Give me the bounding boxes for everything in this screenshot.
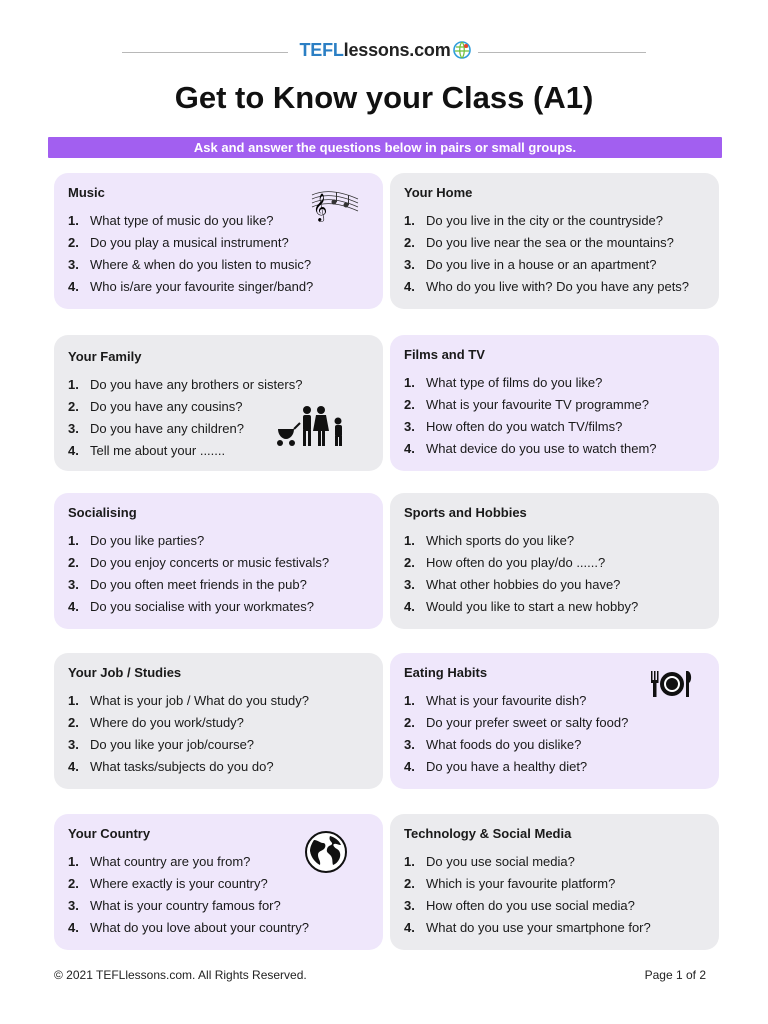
brand-logo	[292, 40, 478, 64]
question-text: Do you like parties?	[90, 533, 205, 548]
question-number: 1.	[404, 213, 415, 228]
question-number: 1.	[404, 375, 415, 390]
question-number: 2.	[68, 235, 79, 250]
question-text: Where & when do you listen to music?	[90, 257, 312, 272]
section-your-home	[390, 173, 719, 309]
question-text: What is your job / What do you study?	[90, 693, 309, 708]
question-text: What foods do you dislike?	[426, 737, 582, 752]
brand-divider-left	[122, 52, 288, 53]
question-number: 2.	[68, 555, 79, 570]
question-number: 4.	[68, 443, 79, 458]
question-item	[404, 574, 705, 596]
question-number: 3.	[68, 421, 79, 436]
question-text: Do you play a musical instrument?	[90, 235, 289, 250]
question-item	[404, 895, 705, 917]
question-text: Do you often meet friends in the pub?	[90, 577, 307, 592]
question-item	[404, 873, 705, 895]
question-text: What country are you from?	[90, 854, 251, 869]
question-item	[68, 895, 369, 917]
question-text: What is your country famous for?	[90, 898, 281, 913]
question-number: 4.	[404, 759, 415, 774]
brand-header	[122, 40, 646, 66]
question-number: 3.	[68, 898, 79, 913]
question-item	[68, 734, 369, 756]
svg-text:𝄞: 𝄞	[313, 193, 328, 221]
question-number: 2.	[68, 715, 79, 730]
section-heading: Your Family	[68, 349, 142, 364]
section-heading: Socialising	[68, 505, 137, 520]
question-number: 3.	[404, 898, 415, 913]
question-number: 4.	[68, 599, 79, 614]
question-item	[68, 254, 369, 276]
question-text: Where do you work/study?	[90, 715, 244, 730]
question-text: What do you love about your country?	[90, 920, 309, 935]
question-text: Do your prefer sweet or salty food?	[426, 715, 629, 730]
question-item	[68, 917, 369, 939]
earth-globe-icon	[304, 830, 348, 879]
section-your-job-studies	[54, 653, 383, 789]
question-item	[404, 276, 705, 298]
question-number: 4.	[68, 279, 79, 294]
question-item	[404, 712, 705, 734]
section-eating-habits	[390, 653, 719, 789]
brand-divider-right	[478, 52, 646, 53]
question-number: 2.	[404, 397, 415, 412]
question-text: Do you enjoy concerts or music festivals?	[90, 555, 330, 570]
question-text: Do you have any cousins?	[90, 399, 243, 414]
section-technology-social-media	[390, 814, 719, 950]
section-socialising	[54, 493, 383, 629]
question-number: 1.	[68, 693, 79, 708]
section-heading: Your Home	[404, 185, 473, 200]
question-number: 1.	[404, 693, 415, 708]
section-heading: Your Country	[68, 826, 151, 841]
question-text: Do you use social media?	[426, 854, 575, 869]
question-item	[404, 394, 705, 416]
question-text: What other hobbies do you have?	[426, 577, 621, 592]
question-text: Where exactly is your country?	[90, 876, 268, 891]
footer-page-number: Page 1 of 2	[644, 968, 706, 982]
question-number: 3.	[404, 257, 415, 272]
question-text: Do you have any brothers or sisters?	[90, 377, 303, 392]
question-item	[404, 734, 705, 756]
family-icon	[274, 405, 350, 454]
question-item	[404, 917, 705, 939]
section-films-and-tv	[390, 335, 719, 471]
question-text: What device do you use to watch them?	[426, 441, 657, 456]
question-number: 1.	[68, 854, 79, 869]
question-text: How often do you use social media?	[426, 898, 635, 913]
question-item	[404, 530, 705, 552]
question-text: Do you like your job/course?	[90, 737, 255, 752]
question-text: Which sports do you like?	[426, 533, 575, 548]
question-text: Which is your favourite platform?	[426, 876, 616, 891]
section-your-country	[54, 814, 383, 950]
question-item	[68, 530, 369, 552]
footer-copyright: © 2021 TEFLlessons.com. All Rights Reserved.	[54, 968, 307, 982]
question-number: 2.	[404, 235, 415, 250]
question-text: What do you use your smartphone for?	[426, 920, 651, 935]
plate-cutlery-icon	[648, 669, 696, 704]
question-number: 3.	[404, 419, 415, 434]
question-number: 3.	[404, 737, 415, 752]
question-number: 2.	[68, 399, 79, 414]
question-number: 3.	[404, 577, 415, 592]
section-music	[54, 173, 383, 309]
instructions-banner: Ask and answer the questions below in pairs or small groups.	[48, 137, 722, 158]
question-text: Do you live in a house or an apartment?	[426, 257, 657, 272]
question-number: 1.	[404, 854, 415, 869]
question-item	[404, 372, 705, 394]
question-text: How often do you watch TV/films?	[426, 419, 623, 434]
question-item	[404, 552, 705, 574]
question-item	[404, 851, 705, 873]
question-number: 2.	[404, 876, 415, 891]
section-heading: Music	[68, 185, 105, 200]
question-number: 4.	[404, 599, 415, 614]
brand-logo-tefl: TEFL	[299, 40, 344, 60]
question-item	[68, 712, 369, 734]
question-item	[404, 596, 705, 618]
question-text: Do you have a healthy diet?	[426, 759, 588, 774]
section-heading: Sports and Hobbies	[404, 505, 527, 520]
question-number: 4.	[404, 441, 415, 456]
section-heading: Technology & Social Media	[404, 826, 572, 841]
question-number: 2.	[68, 876, 79, 891]
music-notes-icon	[310, 187, 360, 228]
question-item	[68, 690, 369, 712]
question-text: Do you socialise with your workmates?	[90, 599, 314, 614]
question-text: What type of music do you like?	[90, 213, 274, 228]
question-item	[404, 756, 705, 778]
question-number: 1.	[68, 533, 79, 548]
section-your-family	[54, 335, 383, 471]
question-text: Would you like to start a new hobby?	[426, 599, 639, 614]
question-text: Do you live in the city or the countryside?	[426, 213, 664, 228]
question-text: Do you live near the sea or the mountains?	[426, 235, 674, 250]
question-number: 4.	[404, 920, 415, 935]
question-number: 2.	[404, 715, 415, 730]
question-text: How often do you play/do ......?	[426, 555, 606, 570]
question-item	[404, 438, 705, 460]
question-item	[404, 254, 705, 276]
question-item	[404, 210, 705, 232]
question-item	[68, 596, 369, 618]
question-number: 3.	[68, 257, 79, 272]
section-heading: Your Job / Studies	[68, 665, 182, 680]
question-text: Tell me about your .......	[90, 443, 226, 458]
page-title: Get to Know your Class (A1)	[174, 80, 594, 115]
question-number: 1.	[404, 533, 415, 548]
question-text: What is your favourite TV programme?	[426, 397, 650, 412]
question-item	[68, 574, 369, 596]
section-heading: Eating Habits	[404, 665, 488, 680]
question-text: Do you have any children?	[90, 421, 244, 436]
question-number: 3.	[68, 737, 79, 752]
question-number: 1.	[68, 377, 79, 392]
question-item	[404, 416, 705, 438]
question-item	[68, 756, 369, 778]
question-item	[68, 374, 369, 396]
question-text: What is your favourite dish?	[426, 693, 587, 708]
question-item	[404, 232, 705, 254]
question-text: What type of films do you like?	[426, 375, 603, 390]
section-sports-and-hobbies	[390, 493, 719, 629]
question-text: Who is/are your favourite singer/band?	[90, 279, 314, 294]
question-number: 3.	[68, 577, 79, 592]
globe-icon	[453, 41, 471, 64]
question-item	[68, 276, 369, 298]
question-item	[68, 552, 369, 574]
question-number: 4.	[404, 279, 415, 294]
question-item	[68, 232, 369, 254]
question-number: 4.	[68, 920, 79, 935]
section-heading: Films and TV	[404, 347, 485, 362]
question-text: Who do you live with? Do you have any pets?	[426, 279, 690, 294]
question-number: 1.	[68, 213, 79, 228]
question-number: 4.	[68, 759, 79, 774]
question-number: 2.	[404, 555, 415, 570]
brand-logo-lessons: lessons.com	[343, 40, 451, 60]
question-text: What tasks/subjects do you do?	[90, 759, 274, 774]
